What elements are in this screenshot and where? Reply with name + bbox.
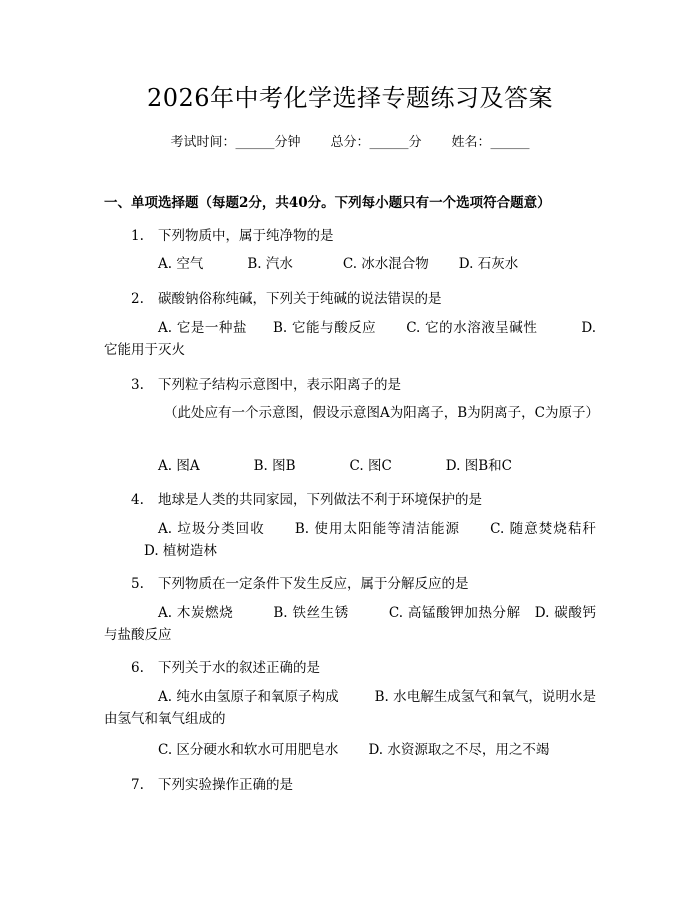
- question-options: [104, 317, 596, 361]
- option-b: B. 水电解生成氢气和氧气，说明水是由氢气和氧气组成的: [104, 689, 596, 727]
- question-number: 1.: [131, 228, 144, 244]
- option-c: C. 区分硬水和软水可用肥皂水: [158, 742, 339, 758]
- question-stem: [131, 773, 293, 793]
- exam-meta: [0, 131, 700, 150]
- option-a: A. 图A: [158, 458, 200, 474]
- question-number: 6.: [131, 660, 144, 676]
- option-d: D. 它能用于灭火: [104, 320, 596, 358]
- option-a: A. 它是一种盐: [158, 320, 247, 336]
- option-a: A. 纯水由氢原子和氧原子构成: [158, 689, 339, 705]
- section-heading: 一、单项选择题（每题2分，共40分。下列每小题只有一个选项符合题意）: [104, 195, 551, 211]
- question-text: 地球是人类的共同家园，下列做法不利于环境保护的是: [158, 492, 482, 508]
- question-text: 下列物质中，属于纯净物的是: [158, 228, 334, 244]
- option-b: B. 使用太阳能等清洁能源: [294, 521, 461, 537]
- question-stem: [131, 488, 482, 508]
- option-b: B. 它能与酸反应: [273, 320, 377, 336]
- exam-time-field: 考试时间：______分钟: [170, 135, 301, 150]
- question-stem: [131, 656, 320, 676]
- question-text: 下列实验操作正确的是: [158, 777, 293, 793]
- page-title: 2026年中考化学选择专题练习及答案: [146, 84, 554, 112]
- question-number: 5.: [131, 576, 144, 592]
- question-options: [104, 686, 596, 730]
- option-c: C. 高锰酸钾加热分解: [388, 605, 521, 621]
- question-number: 7.: [131, 777, 144, 793]
- option-a: A. 垃圾分类回收: [158, 521, 265, 537]
- question-note: （此处应有一个示意图，假设示意图A为阳离子，B为阴离子，C为原子）: [164, 405, 599, 421]
- question-options: [104, 518, 596, 562]
- question-options: [104, 739, 596, 761]
- question-number: 4.: [131, 492, 144, 508]
- total-score-field: 总分：______分: [330, 135, 422, 150]
- question-text: 下列关于水的叙述正确的是: [158, 660, 320, 676]
- question-stem: [131, 224, 334, 244]
- question-text: 下列物质在一定条件下发生反应，属于分解反应的是: [158, 576, 469, 592]
- question-stem: [131, 287, 442, 307]
- question-stem: [131, 572, 469, 592]
- option-d: D. 图B和C: [445, 458, 512, 474]
- option-b: B. 图B: [253, 458, 296, 474]
- option-c: C. 它的水溶液呈碱性: [406, 320, 538, 336]
- question-number: 3.: [131, 377, 144, 393]
- option-b: B. 汽水: [247, 256, 293, 272]
- option-a: A. 空气: [158, 256, 204, 272]
- question-text: 下列粒子结构示意图中，表示阳离子的是: [158, 377, 401, 393]
- option-d: D. 水资源取之不尽，用之不竭: [368, 742, 550, 758]
- option-c: C. 图C: [349, 458, 392, 474]
- option-d: D. 碳酸钙与盐酸反应: [104, 605, 596, 643]
- option-d: D. 石灰水: [458, 256, 519, 272]
- question-text: 碳酸钠俗称纯碱，下列关于纯碱的说法错误的是: [158, 291, 442, 307]
- question-number: 2.: [131, 291, 144, 307]
- question-options: [104, 602, 596, 646]
- question-stem: [131, 373, 401, 393]
- question-options: [104, 253, 596, 275]
- name-field: 姓名：______: [451, 135, 530, 150]
- option-c: C. 冰水混合物: [342, 256, 429, 272]
- option-c: C. 随意焚烧秸秆: [490, 521, 596, 537]
- option-d: D. 植树造林: [144, 543, 217, 559]
- question-options: [104, 455, 596, 477]
- option-a: A. 木炭燃烧: [158, 605, 234, 621]
- option-b: B. 铁丝生锈: [273, 605, 349, 621]
